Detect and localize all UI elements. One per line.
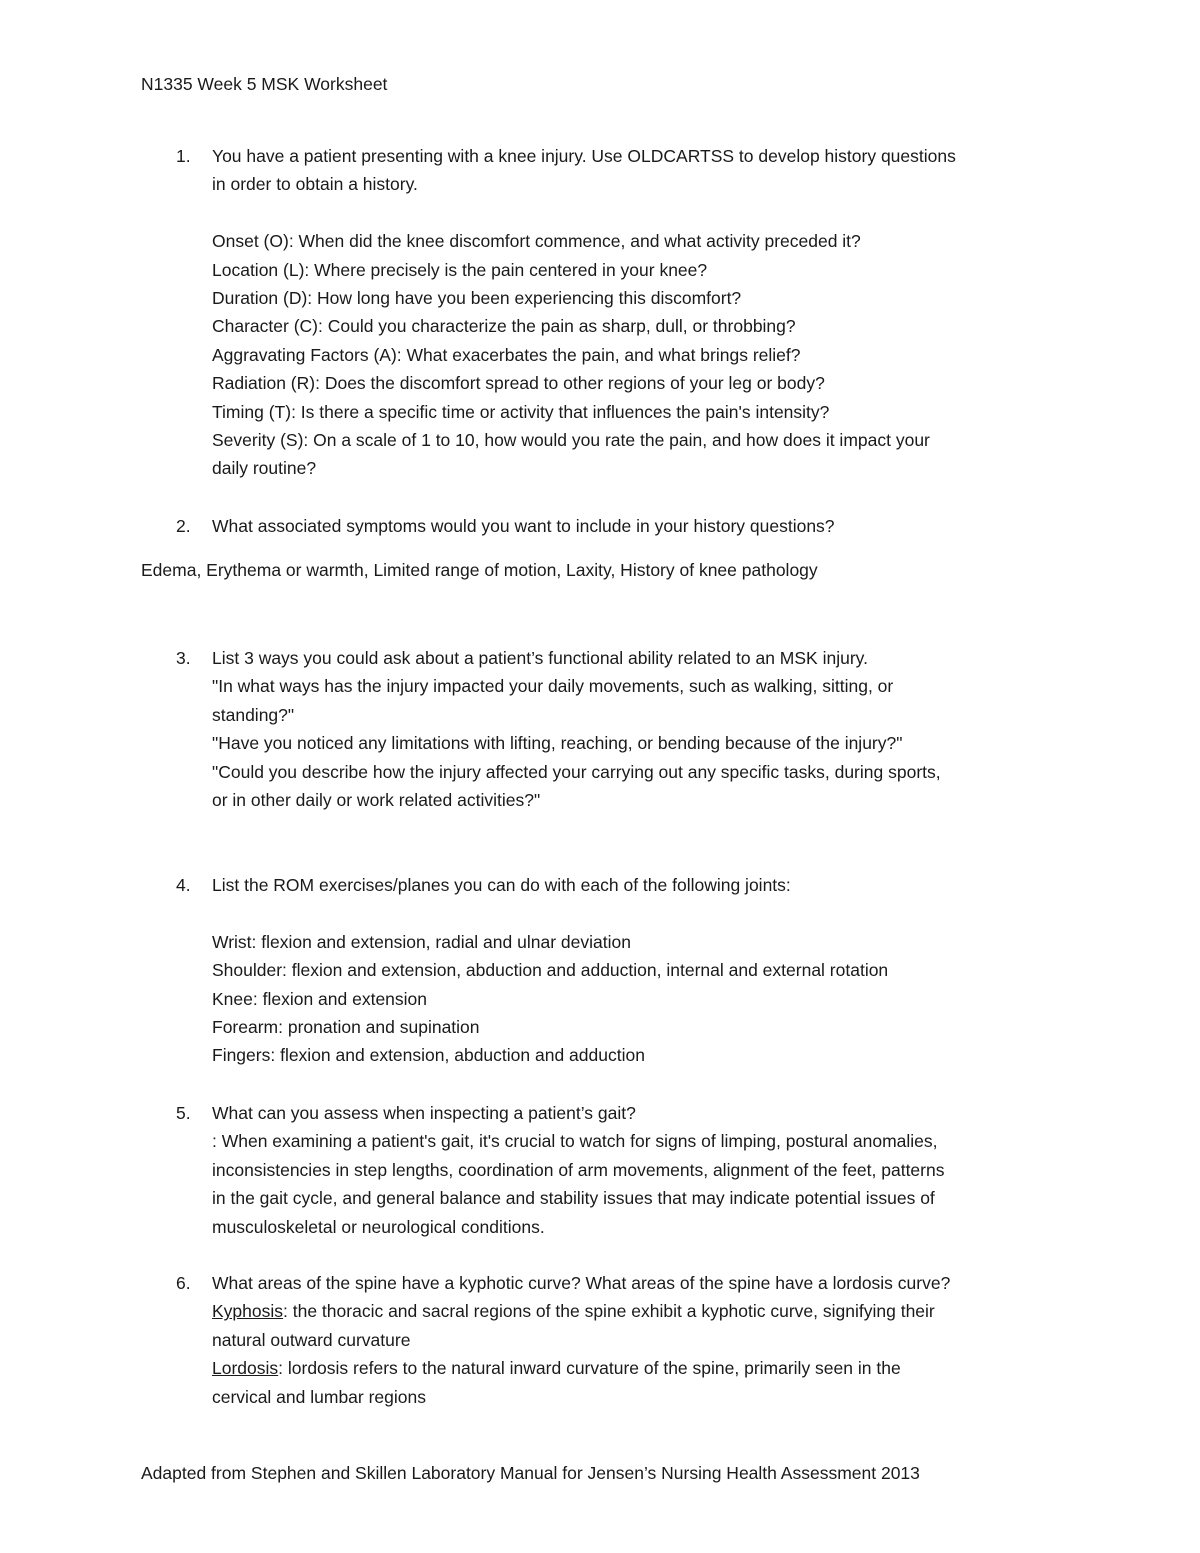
q4-number: 4. — [176, 875, 191, 895]
q1-answer-character: Character (C): Could you characterize the pain as sharp, dull, or throbbing? — [212, 316, 796, 337]
q6-kyphosis-text: : the thoracic and sacral regions of the spine exhibit a kyphotic curve, signifying their — [283, 1301, 935, 1322]
q4-answer-wrist: Wrist: flexion and extension, radial and ulnar deviation — [212, 931, 631, 952]
q5-answer-line: musculoskeletal or neurological conditions. — [212, 1216, 545, 1237]
q1-answer-severity-cont: daily routine? — [212, 458, 317, 479]
q3-answer-line: or in other daily or work related activities?" — [212, 790, 541, 811]
q2-question: What associated symptoms would you want to include in your history questions? — [212, 516, 835, 536]
q2-answer: Edema, Erythema or warmth, Limited range of motion, Laxity, History of knee pathology — [141, 560, 818, 580]
q4-block — [212, 871, 1072, 1070]
q3-question: List 3 ways you could ask about a patient’s functional ability related to an MSK injury. — [212, 648, 868, 668]
q4-answer-knee: Knee: flexion and extension — [212, 988, 428, 1009]
q1-question-line: You have a patient presenting with a knee injury. Use OLDCARTSS to develop history questions — [212, 146, 956, 166]
q6-lordosis-line — [212, 1354, 1072, 1382]
q1-answer-location: Location (L): Where precisely is the pain centered in your knee? — [212, 259, 708, 280]
q1-answer-onset: Onset (O): When did the knee discomfort commence, and what activity preceded it? — [212, 231, 861, 252]
q5-number: 5. — [176, 1103, 191, 1123]
q3-answer-line: "Have you noticed any limitations with lifting, reaching, or bending because of the injury?" — [212, 733, 903, 754]
page-title: N1335 Week 5 MSK Worksheet — [141, 74, 388, 94]
q4-answer-forearm: Forearm: pronation and supination — [212, 1017, 480, 1038]
q3-block — [212, 644, 1072, 814]
q1-answer-timing: Timing (T): Is there a specific time or activity that influences the pain's intensity? — [212, 401, 830, 422]
q1-block — [212, 142, 1072, 483]
q5-answer-line: : When examining a patient's gait, it's crucial to watch for signs of limping, postural anomalies, — [212, 1131, 938, 1152]
q6-kyphosis-cont: natural outward curvature — [212, 1329, 411, 1350]
q4-answer-fingers: Fingers: flexion and extension, abduction and adduction — [212, 1045, 645, 1066]
q6-lordosis-text: : lordosis refers to the natural inward curvature of the spine, primarily seen in the — [278, 1358, 901, 1379]
q6-lordosis-cont: cervical and lumbar regions — [212, 1386, 426, 1407]
q1-answer-aggravating: Aggravating Factors (A): What exacerbates the pain, and what brings relief? — [212, 344, 801, 365]
q6-block — [212, 1269, 1072, 1411]
q4-answer-shoulder: Shoulder: flexion and extension, abduction and adduction, internal and external rotation — [212, 960, 889, 981]
q6-number: 6. — [176, 1273, 191, 1293]
q6-kyphosis-line — [212, 1297, 1072, 1325]
q6-lordosis-term: Lordosis — [212, 1358, 279, 1379]
q1-number: 1. — [176, 146, 191, 166]
footer-citation: Adapted from Stephen and Skillen Laboratory Manual for Jensen’s Nursing Health Assessment 2013 — [141, 1463, 920, 1483]
q3-answer-line: "In what ways has the injury impacted your daily movements, such as walking, sitting, or — [212, 676, 894, 697]
q4-question: List the ROM exercises/planes you can do with each of the following joints: — [212, 875, 791, 895]
q1-answer-radiation: Radiation (R): Does the discomfort spread to other regions of your leg or body? — [212, 373, 825, 394]
q5-question: What can you assess when inspecting a patient’s gait? — [212, 1103, 636, 1123]
q5-answer-line: inconsistencies in step lengths, coordination of arm movements, alignment of the feet, patterns — [212, 1159, 945, 1180]
q6-kyphosis-term: Kyphosis — [212, 1301, 284, 1322]
q3-answer-line: "Could you describe how the injury affected your carrying out any specific tasks, during sports, — [212, 761, 941, 782]
q1-question-line: in order to obtain a history. — [212, 174, 418, 195]
q5-answer-line: in the gait cycle, and general balance and stability issues that may indicate potential issues of — [212, 1188, 935, 1209]
q1-answer-duration: Duration (D): How long have you been experiencing this discomfort? — [212, 288, 742, 309]
q6-question: What areas of the spine have a kyphotic curve? What areas of the spine have a lordosis curve? — [212, 1273, 951, 1293]
q3-number: 3. — [176, 648, 191, 668]
q3-answer-line: standing?" — [212, 704, 295, 725]
q2-number: 2. — [176, 516, 191, 536]
q5-block — [212, 1099, 1072, 1241]
q1-answer-severity: Severity (S): On a scale of 1 to 10, how would you rate the pain, and how does it impact your — [212, 430, 930, 451]
